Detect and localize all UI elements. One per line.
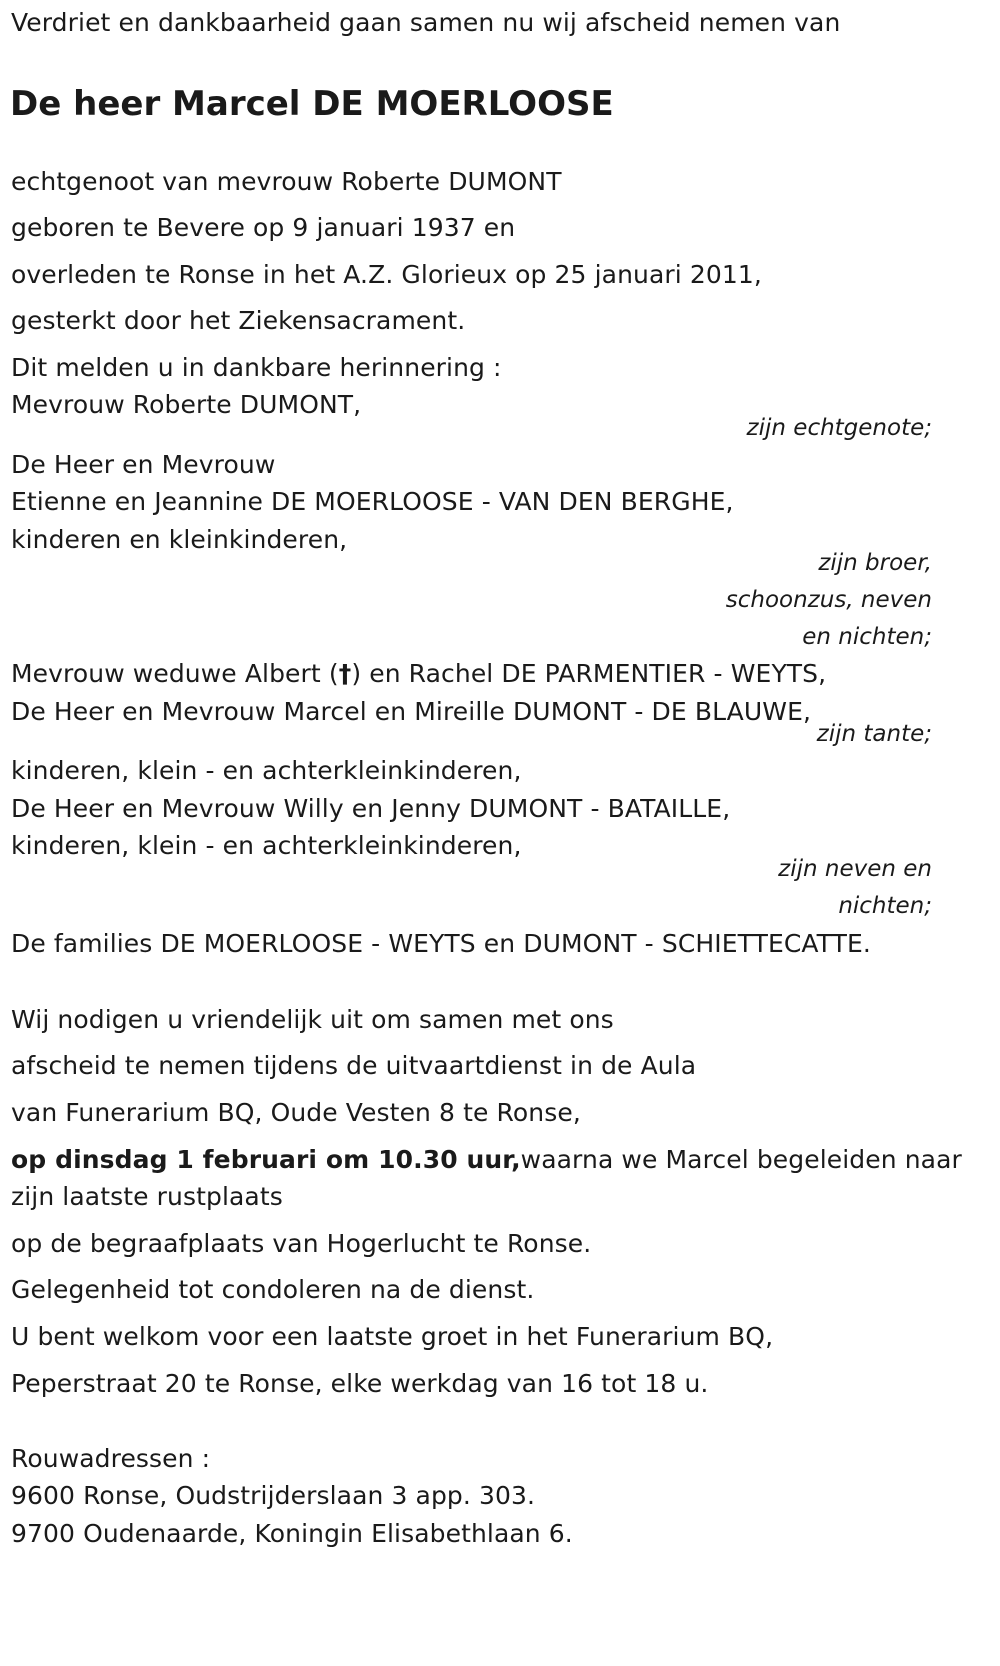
- deceased-name: De heer Marcel DE MOERLOOSE: [10, 84, 614, 124]
- service-line: op de begraafplaats van Hogerlucht te Ronse.: [11, 1229, 592, 1258]
- uncle-children: kinderen, klein - en achterkleinkinderen,: [11, 831, 522, 860]
- service-line: zijn laatste rustplaats: [11, 1182, 283, 1211]
- family-intro: Dit melden u in dankbare herinnering :: [11, 353, 502, 382]
- service-date: op dinsdag 1 februari om 10.30 uur,: [11, 1145, 521, 1174]
- bio-line: overleden te Ronse in het A.Z. Glorieux op 25 januari 2011,: [11, 260, 762, 289]
- aunt-children: kinderen, klein - en achterkleinkinderen,: [11, 756, 522, 785]
- service-line: Gelegenheid tot condoleren na de dienst.: [11, 1275, 535, 1304]
- spouse-role: zijn echtgenote;: [746, 415, 932, 441]
- service-line: Peperstraat 20 te Ronse, elke werkdag van 16 tot 18 u.: [11, 1369, 709, 1398]
- families-line: De families DE MOERLOOSE - WEYTS en DUMONT - SCHIETTECATTE.: [11, 929, 871, 958]
- aunt-suffix: ) en Rachel DE PARMENTIER - WEYTS,: [351, 659, 827, 688]
- cousins-role: zijn neven en: [778, 856, 932, 882]
- sibling-line: De Heer en Mevrouw: [11, 450, 276, 479]
- sibling-line: Etienne en Jeannine DE MOERLOOSE - VAN DEN BERGHE,: [11, 487, 734, 516]
- intro-line: Verdriet en dankbaarheid gaan samen nu wij afscheid nemen van: [11, 8, 841, 37]
- spouse-name: Mevrouw Roberte DUMONT,: [11, 390, 362, 419]
- service-line: Wij nodigen u vriendelijk uit om samen met ons: [11, 1005, 614, 1034]
- uncle-line: De Heer en Mevrouw Willy en Jenny DUMONT - BATAILLE,: [11, 794, 731, 823]
- service-date-line: [11, 1145, 962, 1175]
- service-line: afscheid te nemen tijdens de uitvaartdienst in de Aula: [11, 1051, 697, 1080]
- address-line: 9700 Oudenaarde, Koningin Elisabethlaan 6.: [11, 1519, 573, 1548]
- bio-line: gesterkt door het Ziekensacrament.: [11, 306, 466, 335]
- sibling-role: schoonzus, neven: [725, 587, 932, 613]
- bio-line: geboren te Bevere op 9 januari 1937 en: [11, 213, 516, 242]
- sibling-role: zijn broer,: [818, 550, 932, 576]
- service-line: U bent welkom voor een laatste groet in het Funerarium BQ,: [11, 1322, 774, 1351]
- aunt-role: zijn tante;: [816, 721, 932, 747]
- dagger-icon: †: [338, 659, 352, 688]
- service-line: van Funerarium BQ, Oude Vesten 8 te Ronse,: [11, 1098, 581, 1127]
- cousins-role: nichten;: [838, 893, 932, 919]
- bio-line: echtgenoot van mevrouw Roberte DUMONT: [11, 167, 562, 196]
- aunt-line: [11, 659, 826, 689]
- sibling-role: en nichten;: [802, 624, 932, 650]
- addresses-heading: Rouwadressen :: [11, 1444, 211, 1473]
- sibling-line: kinderen en kleinkinderen,: [11, 525, 348, 554]
- service-date-rest: waarna we Marcel begeleiden naar: [520, 1145, 962, 1174]
- aunt-line: De Heer en Mevrouw Marcel en Mireille DUMONT - DE BLAUWE,: [11, 697, 812, 726]
- address-line: 9600 Ronse, Oudstrijderslaan 3 app. 303.: [11, 1481, 536, 1510]
- aunt-prefix: Mevrouw weduwe Albert (: [11, 659, 339, 688]
